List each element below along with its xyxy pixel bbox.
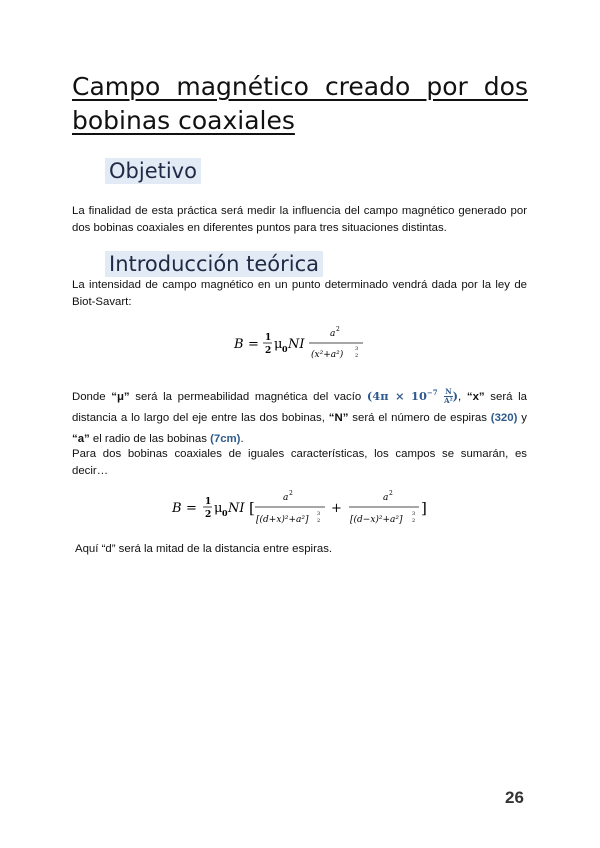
objetivo-paragraph: La finalidad de esta práctica será medir la influencia del campo magnético generado por dos bobinas coaxiales en diferentes puntos para tres situaciones distintas. [72, 205, 527, 234]
sum-paragraph: Para dos bobinas coaxiales de iguales características, los campos se sumarán, es decir… [72, 448, 527, 477]
mu-subscript: 0 [282, 344, 288, 354]
svg-text:2: 2 [317, 518, 321, 524]
a-value: (7cm) [210, 432, 241, 445]
svg-text:2: 2 [412, 518, 416, 524]
formula2-open-bracket: [ [249, 499, 255, 517]
svg-text:3: 3 [412, 511, 416, 517]
section-heading-introduccion: Introducción teórica [105, 251, 323, 277]
svg-text:3: 3 [317, 511, 321, 517]
formula2-mu-sub: 0 [222, 508, 228, 518]
formula-den-exp-num: 3 [355, 346, 359, 352]
section-heading-objetivo: Objetivo [105, 158, 201, 184]
biot-savart-formula [225, 322, 375, 370]
n-value: (320) [490, 411, 518, 424]
mu-symbol: μ [274, 337, 283, 352]
formula-equals: = [248, 337, 259, 352]
svg-text:2: 2 [389, 490, 393, 497]
formula2-den1: [(d+x)²+a²] [256, 515, 309, 525]
coef-denominator: 2 [265, 346, 272, 356]
formula-numerator: a [330, 329, 336, 339]
formula2-mu: μ [214, 501, 223, 516]
formula-ni: NI [288, 337, 305, 352]
mu-value: ($4\pi \times 10^{-7}$ $\frac{N}{\text{A²}}$ ) [366, 387, 459, 406]
formula2-den2: [(d−x)²+a²] [350, 515, 403, 525]
formula2-plus: + [331, 501, 342, 516]
formula2-coef-num: 1 [205, 497, 212, 507]
donde-paragraph: Donde “μ” será la permeabilidad magnética del vacío ($4\pi \times 10^{-7}$ $\frac{N}{\text{A²}}$ ), “x” será la distancia a lo largo del eje entre las dos bobinas, “N” será el número de espiras (320) y “a” el radio de las bobinas (7cm). [72, 387, 527, 445]
svg-text:=: = [186, 501, 197, 516]
coef-numerator: 1 [265, 333, 272, 343]
formula2-lhs: B [172, 501, 182, 516]
page-number: 26 [505, 788, 524, 807]
formula2-ni: NI [228, 501, 245, 516]
page-title: Campo magnético creado por dos bobinas coaxiales [72, 72, 528, 135]
formula2-close-bracket: ] [421, 499, 427, 517]
intro-paragraph: La intensidad de campo magnético en un punto determinado vendrá dada por la ley de Biot-Savart: [72, 279, 527, 308]
formula2-coef-den: 2 [205, 510, 212, 520]
formula2-num1: a [283, 493, 289, 503]
formula-lhs: B [234, 337, 244, 352]
note-paragraph: Aquí “d” será la mitad de la distancia entre espiras. [75, 543, 333, 555]
coaxial-sum-formula [165, 486, 435, 534]
svg-text:2: 2 [289, 490, 293, 497]
formula-denominator: (x²+a²) [311, 350, 344, 360]
formula-numerator-exp: 2 [336, 326, 340, 333]
formula-den-exp-den: 2 [355, 353, 359, 359]
formula2-num2: a [383, 493, 389, 503]
